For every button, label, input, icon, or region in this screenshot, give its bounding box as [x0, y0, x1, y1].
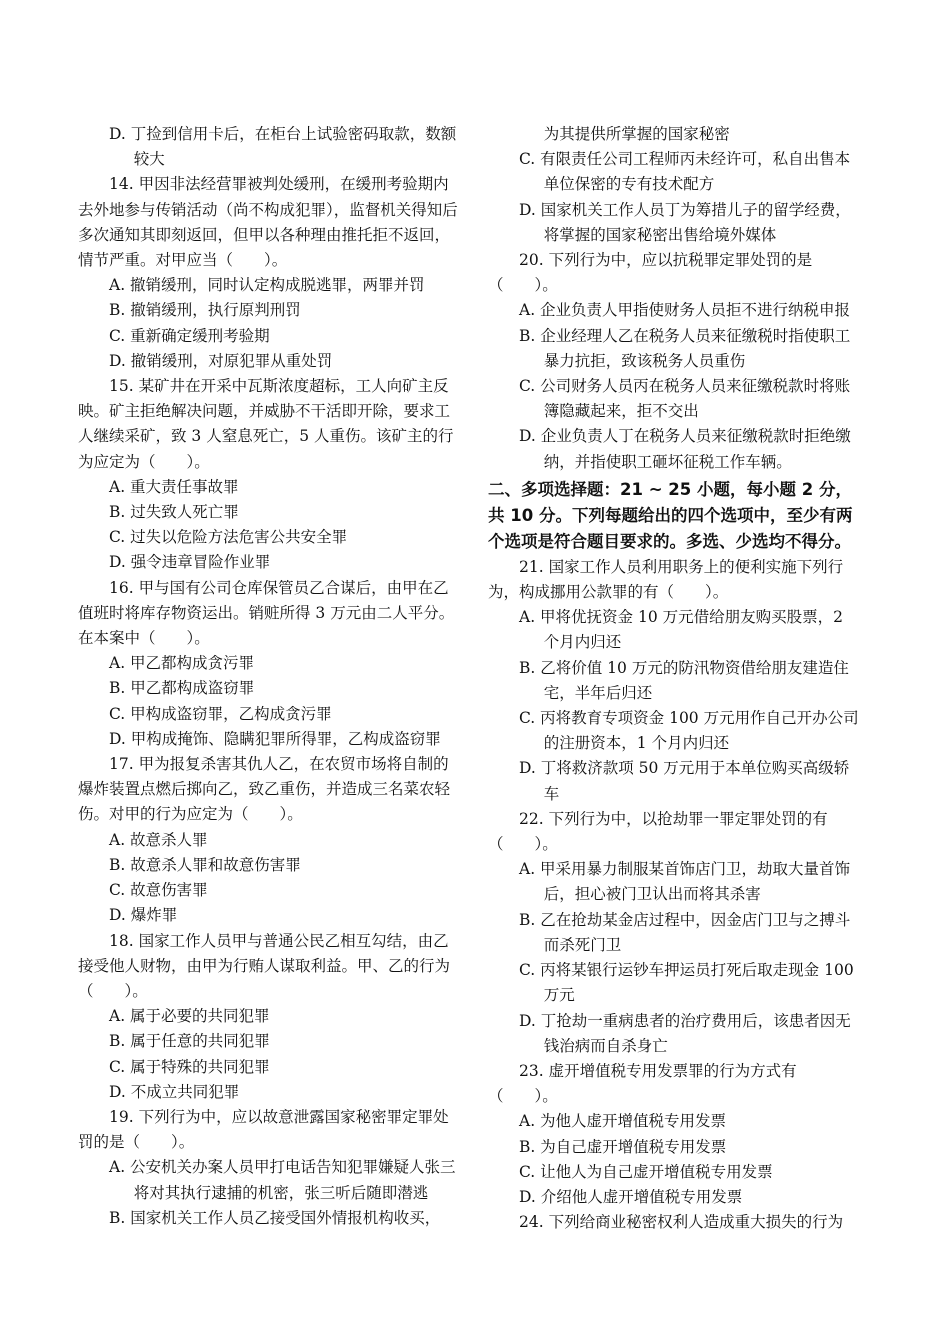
answer-option: A. 重大责任事故罪: [109, 477, 239, 496]
answer-option: C. 丙将某银行运钞车押运员打死后取走现金 100 万元: [519, 961, 854, 1005]
answer-option: D. 介绍他人虚开增值税专用发票: [519, 1187, 743, 1206]
answer-option: C. 丙将教育专项资金 100 万元用作自己开办公司的注册资本，1 个月内归还: [519, 709, 859, 753]
answer-option: C. 公司财务人员丙在税务人员来征缴税款时将账簿隐藏起来，拒不交出: [519, 377, 851, 421]
answer-option: B. 属于任意的共同犯罪: [109, 1032, 270, 1051]
section-heading: 二、多项选择题：21 ~ 25 小题，每小题 2 分，共 10 分。下列每题给出的四个选项中，至少有两个选项是符合题目要求的。多选、少选均不得分。: [488, 479, 853, 551]
answer-option: B. 国家机关工作人员乙接受国外情报机构收买，: [109, 1208, 441, 1227]
answer-option: A. 为他人虚开增值税专用发票: [519, 1112, 727, 1131]
answer-option: A. 公安机关办案人员甲打电话告知犯罪嫌疑人张三将对其执行逮捕的机密，张三听后随即潜逃: [109, 1158, 456, 1202]
answer-option: B. 甲乙都构成盗窃罪: [109, 679, 255, 698]
answer-option: D. 爆炸罪: [109, 906, 178, 925]
answer-option: D. 撤销缓刑，对原犯罪从重处罚: [109, 351, 333, 370]
answer-option: D. 强令违章冒险作业罪: [109, 553, 271, 572]
answer-option: D. 丁将救济款项 50 万元用于本单位购买高级轿车: [519, 759, 850, 803]
answer-option: A. 企业负责人甲指使财务人员拒不进行纳税申报: [519, 301, 851, 320]
question-stem: 14. 甲因非法经营罪被判处缓刑，在缓刑考验期内去外地参与传销活动（尚不构成犯罪），监督机关得知后多次通知其即刻返回，但甲以各种理由推托拒不返回，情节严重。对甲应当（ ）。: [78, 175, 458, 270]
answer-option: C. 有限责任公司工程师丙未经许可，私自出售本单位保密的专有技术配方: [519, 150, 851, 194]
answer-option: D. 丁捡到信用卡后，在柜台上试验密码取款，数额较大: [109, 125, 457, 169]
answer-option: A. 撤销缓刑，同时认定构成脱逃罪，两罪并罚: [109, 276, 425, 295]
answer-option: D. 不成立共同犯罪: [109, 1082, 240, 1101]
answer-option: B. 为自己虚开增值税专用发票: [519, 1137, 727, 1156]
answer-option: C. 重新确定缓刑考验期: [109, 326, 270, 345]
answer-option: C. 属于特殊的共同犯罪: [109, 1057, 270, 1076]
question-stem: 15. 某矿井在开采中瓦斯浓度超标，工人向矿主反映。矿主拒绝解决问题，并威胁不干活即开除，要求工人继续采矿，致 3 人窒息死亡，5 人重伤。该矿主的行为应定为（ ）。: [78, 377, 454, 471]
answer-option: 为其提供所掌握的国家秘密: [543, 125, 730, 143]
question-stem: 19. 下列行为中，应以故意泄露国家秘密罪定罪处罚的是（ ）。: [78, 1107, 449, 1152]
answer-option: C. 让他人为自己虚开增值税专用发票: [519, 1162, 773, 1181]
question-stem: 20. 下列行为中，应以抗税罪定罪处罚的是（ ）。: [488, 251, 813, 295]
answer-option: A. 属于必要的共同犯罪: [109, 1007, 270, 1026]
question-stem: 17. 甲为报复杀害其仇人乙，在农贸市场将自制的爆炸装置点燃后掷向乙，致乙重伤，并造成三名菜农轻伤。对甲的行为应定为（ ）。: [78, 755, 451, 824]
answer-option: B. 过失致人死亡罪: [109, 503, 239, 522]
left-column: [78, 122, 458, 1231]
answer-option: B. 企业经理人乙在税务人员来征缴税时指使职工暴力抗拒，致该税务人员重伤: [519, 326, 851, 370]
answer-option: D. 企业负责人丁在税务人员来征缴税款时拒绝缴纳，并指使职工砸坏征税工作车辆。: [519, 427, 851, 471]
answer-option: A. 故意杀人罪: [109, 830, 208, 849]
answer-option: B. 撤销缓刑，执行原判刑罚: [109, 301, 301, 320]
question-stem: 18. 国家工作人员甲与普通公民乙相互勾结，由乙接受他人财物，由甲为行贿人谋取利益。甲、乙的行为（ ）。: [78, 931, 451, 1000]
answer-option: D. 国家机关工作人员丁为筹措儿子的留学经费，将掌握的国家秘密出售给境外媒体: [519, 200, 851, 244]
answer-option: C. 过失以危险方法危害公共安全罪: [109, 528, 348, 547]
question-stem: 23. 虚开增值税专用发票罪的行为方式有（ ）。: [488, 1061, 797, 1106]
answer-option: A. 甲将优抚资金 10 万元借给朋友购买股票，2 个月内归还: [519, 608, 843, 652]
answer-option: C. 甲构成盗窃罪，乙构成贪污罪: [109, 704, 332, 723]
question-stem: 22. 下列行为中，以抢劫罪一罪定罪处罚的有（ ）。: [488, 809, 828, 854]
right-column: [488, 122, 863, 1235]
answer-option: A. 甲采用暴力制服某首饰店门卫，劫取大量首饰后，担心被门卫认出而将其杀害: [519, 860, 851, 904]
answer-option: B. 乙在抢劫某金店过程中，因金店门卫与之搏斗而杀死门卫: [519, 910, 851, 954]
question-stem: 21. 国家工作人员利用职务上的便利实施下列行为，构成挪用公款罪的有（ ）。: [488, 557, 844, 602]
answer-option: C. 故意伤害罪: [109, 881, 208, 900]
question-stem: 24. 下列给商业秘密权利人造成重大损失的行为: [519, 1213, 844, 1232]
question-stem: 16. 甲与国有公司仓库保管员乙合谋后，由甲在乙值班时将库存物资运出。销赃所得 3 万元由二人平分。在本案中（ ）。: [78, 578, 455, 648]
answer-option: D. 丁抢劫一重病患者的治疗费用后，该患者因无钱治病而自杀身亡: [519, 1011, 851, 1055]
answer-option: B. 乙将价值 10 万元的防汛物资借给朋友建造住宅，半年后归还: [519, 658, 849, 702]
answer-option: A. 甲乙都构成贪污罪: [109, 654, 255, 673]
answer-option: B. 故意杀人罪和故意伤害罪: [109, 855, 301, 874]
answer-option: D. 甲构成掩饰、隐瞒犯罪所得罪，乙构成盗窃罪: [109, 729, 441, 748]
